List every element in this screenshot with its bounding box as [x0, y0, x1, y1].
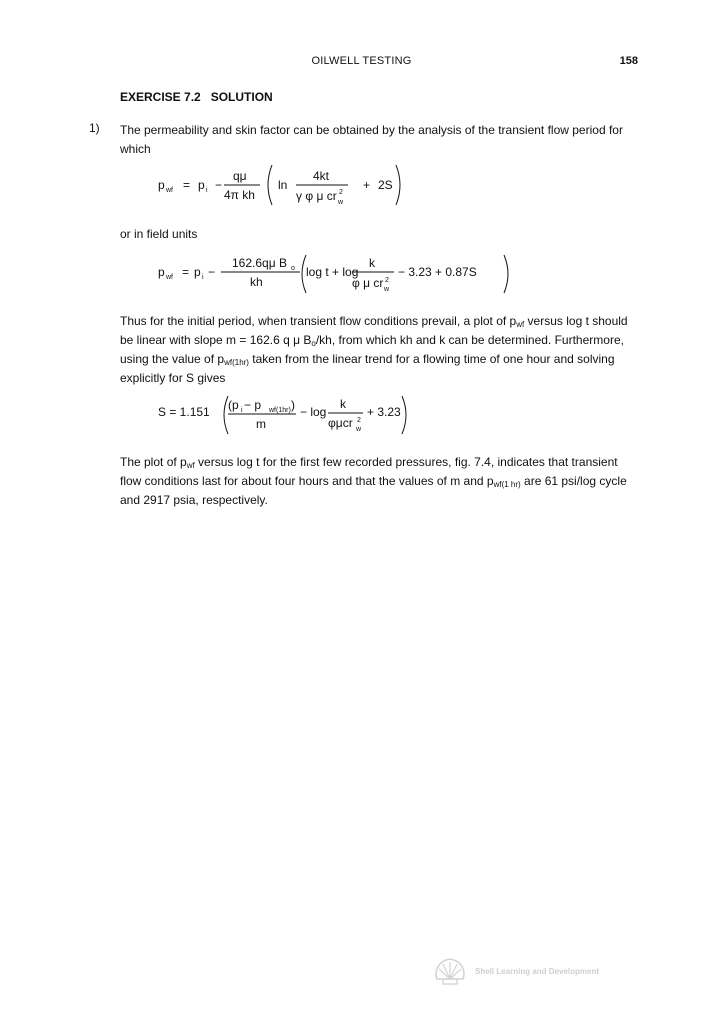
- eq1-right-paren: [396, 165, 400, 205]
- eq2-bo-sub: o: [291, 265, 295, 272]
- eq2-rw-sub: w: [384, 286, 390, 293]
- p3-part-b: versus log t for the first few recorded pressures, fig. 7.4, indicates that transient flow conditions last for about four hours and that the values of m and p: [120, 455, 618, 488]
- eq1-lhs-sub: wf: [166, 187, 173, 194]
- eq2-equals: =: [182, 265, 190, 279]
- eq2-inner-den: φ μ cr: [352, 276, 384, 290]
- exercise-label: EXERCISE 7.2: [120, 90, 201, 104]
- p2-part-a: Thus for the initial period, when transient flow conditions prevail, a plot of p: [120, 314, 517, 328]
- equation-pressure-transient: [158, 160, 418, 210]
- eq2-lhs-sub: wf: [166, 274, 173, 281]
- eq2-tail: − 3.23 + 0.87S: [398, 265, 477, 279]
- eq1-inner-den: γ φ μ cr: [296, 189, 337, 203]
- paragraph-intro: The permeability and skin factor can be obtained by the analysis of the transient flow period for which: [120, 123, 623, 156]
- shell-logo-icon: [433, 957, 467, 987]
- equation-3-svg: [158, 394, 418, 440]
- p2-pwf-sub: wf: [516, 320, 525, 329]
- p3-pwf-sub: wf: [186, 461, 195, 470]
- eq3-rw-sub: w: [356, 426, 362, 433]
- eq2-minus: −: [208, 265, 216, 279]
- running-header-title: OILWELL TESTING: [311, 55, 412, 67]
- eq3-minus-log: − log: [300, 405, 327, 419]
- equation-1-svg: [158, 160, 418, 210]
- p2-bo-sub: o: [311, 339, 316, 348]
- list-item-number: 1): [89, 121, 100, 135]
- eq2-fraction-den: kh: [250, 275, 263, 289]
- eq3-s: S = 1.151: [158, 405, 210, 419]
- eq3-num-mid: − p: [244, 398, 262, 412]
- eq1-left-paren: [268, 165, 272, 205]
- solution-label: SOLUTION: [210, 90, 273, 104]
- paragraph-initial-period: [120, 312, 640, 388]
- equation-2-svg: [158, 253, 518, 299]
- page-number: 158: [619, 55, 638, 67]
- eq2-fraction-num: 162.6qμ B: [232, 256, 287, 270]
- eq1-fraction-num: qμ: [233, 169, 247, 183]
- eq2-r-exponent: 2: [385, 277, 389, 284]
- eq3-r-exponent: 2: [357, 417, 361, 424]
- p2-part-c: /kh, from which kh and k can be determined. Furthermore, using the value of p: [120, 333, 624, 366]
- eq1-fraction-den: 4π kh: [224, 188, 255, 202]
- paragraph-results: [120, 453, 640, 510]
- p3-pwf1hr-sub: wf(1 hr): [493, 480, 521, 489]
- eq2-pi: p: [194, 265, 201, 279]
- footer-branding: [433, 957, 643, 987]
- p2-part-d: taken from the linear trend for a flowing time of one hour and solving explicitly for S gives: [120, 352, 615, 385]
- eq1-pi-sub: i: [206, 187, 208, 194]
- eq3-fraction-den: m: [256, 417, 266, 431]
- paragraph-field-units: or in field units: [120, 227, 198, 241]
- eq3-num-close: ): [291, 398, 295, 412]
- p2-pwf1hr-sub: wf(1hr): [224, 358, 249, 367]
- eq2-inner-num: k: [369, 256, 375, 270]
- exercise-heading: [120, 90, 273, 104]
- eq3-right-paren: [402, 396, 406, 434]
- eq1-rw-sub: w: [338, 199, 344, 206]
- footer-text: Shell Learning and Development: [475, 967, 600, 976]
- p3-part-a: The plot of p: [120, 455, 187, 469]
- eq1-skin: 2S: [378, 178, 393, 192]
- eq1-pi: p: [198, 178, 205, 192]
- p3-part-c: are 61 psi/log cycle and 2917 psia, respectively.: [120, 474, 627, 507]
- p2-part-b: versus log t should be linear with slope m = 162.6 q μ B: [120, 314, 628, 347]
- eq1-minus: −: [215, 178, 223, 192]
- eq3-inner-den: φμcr: [328, 416, 353, 430]
- eq3-pi-sub: i: [241, 407, 243, 414]
- eq3-inner-num: k: [340, 397, 346, 411]
- eq2-pi-sub: i: [202, 274, 204, 281]
- eq1-ln: ln: [278, 178, 288, 192]
- equation-field-units: [158, 253, 518, 299]
- eq2-log-part: log t + log: [306, 265, 359, 279]
- eq2-lhs: p: [158, 265, 165, 279]
- eq3-tail: + 3.23: [367, 405, 401, 419]
- eq2-right-paren: [504, 255, 508, 293]
- eq1-equals: =: [183, 178, 191, 192]
- eq3-num-open: (p: [228, 398, 239, 412]
- eq1-lhs: p: [158, 178, 165, 192]
- equation-skin-factor: [158, 394, 418, 440]
- eq1-r-exponent: 2: [339, 189, 343, 196]
- eq1-inner-num: 4kt: [313, 169, 330, 183]
- eq1-plus: +: [363, 178, 371, 192]
- eq3-pwf-sub: wf(1hr): [269, 407, 291, 414]
